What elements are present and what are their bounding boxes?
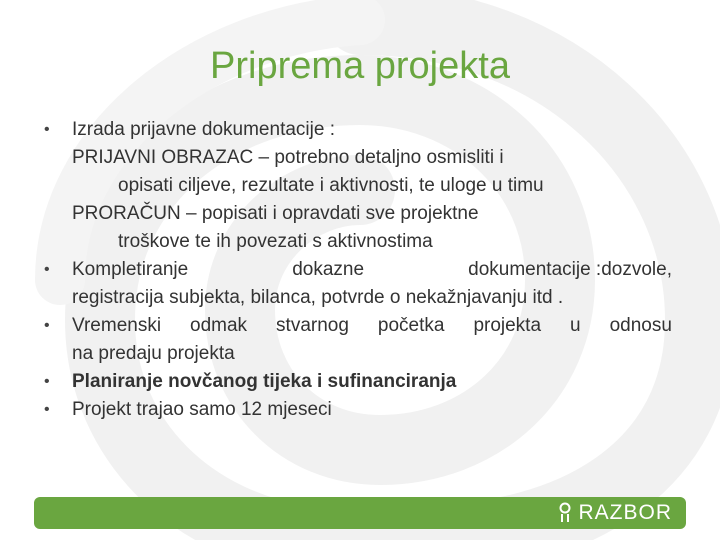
list-item-text: Izrada prijavne dokumentacije : [72,119,335,140]
bullet-marker: • [44,261,50,278]
list-item-text [72,312,672,340]
list-item-text: registracija subjekta, bilanca, potvrde o nekažnjavanju itd . [72,287,564,308]
footer-bar [34,497,686,529]
word: dokumentacije :dozvole, [468,259,672,280]
word: odnosu [609,315,672,336]
logo-text: RAZBOR [578,501,672,524]
word: odmak [190,315,248,336]
list-item [30,368,700,396]
sub-item-text: opisati ciljeve, rezultate i aktivnosti, te uloge u timu [118,175,544,196]
bullet-marker: • [44,373,50,390]
list-item [30,396,700,424]
list-item [30,312,700,368]
bullet-marker: • [44,317,50,334]
bullet-list [30,116,700,424]
slide-title: Priprema projekta [210,45,510,87]
list-item-text [72,256,672,284]
bullet-marker: • [44,121,50,138]
list-item-text: Planiranje novčanog tijeka i sufinanciranja [72,371,457,392]
word: stvarnog [276,315,349,336]
word: dokazne [292,259,365,280]
razbor-mark-icon [558,502,572,524]
word: projekta [473,315,542,336]
sub-item-text: PRIJAVNI OBRAZAC – potrebno detaljno osmisliti i [72,147,504,168]
razbor-logo [558,501,672,525]
list-item [30,256,700,312]
list-item [30,116,700,256]
sub-item-text: troškove te ih povezati s aktivnostima [118,231,433,252]
bullet-marker: • [44,401,50,418]
word: u [570,315,581,336]
list-item-text: na predaju projekta [72,343,235,364]
sub-item-text: PRORAČUN – popisati i opravdati sve projektne [72,203,479,224]
word: početka [377,315,445,336]
word: Vremenski [72,315,162,336]
word: Kompletiranje [72,259,189,280]
list-item-text: Projekt trajao samo 12 mjeseci [72,399,332,420]
